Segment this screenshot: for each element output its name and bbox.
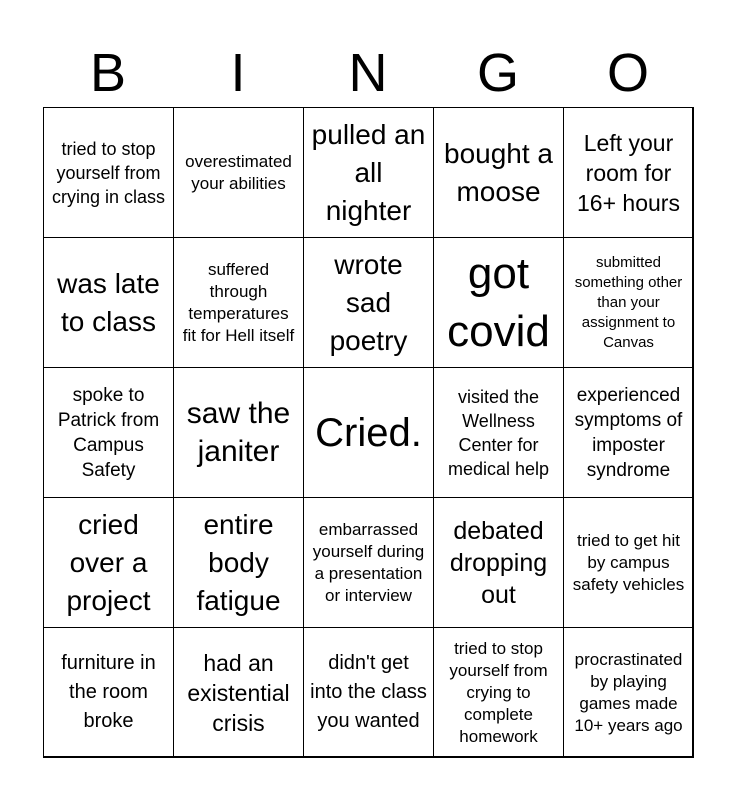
cell-text: suffered through temperatures fit for Hell itself [182, 259, 295, 345]
cell-text: procrastinated by playing games made 10+ years ago [574, 649, 683, 735]
bingo-cell-r5c3[interactable] [303, 627, 434, 758]
bingo-cell-r4c4[interactable] [433, 497, 564, 628]
bingo-cell-r4c5[interactable] [563, 497, 694, 628]
cell-text: bought a moose [444, 137, 553, 207]
bingo-cell-r5c2[interactable] [173, 627, 304, 758]
bingo-cell-r2c5[interactable] [563, 237, 694, 368]
cell-text: cried over a project [66, 508, 151, 616]
cell-text: entire body fatigue [196, 508, 281, 616]
bingo-cell-r1c5[interactable] [563, 107, 694, 238]
bingo-cell-r3c4[interactable] [433, 367, 564, 498]
cell-text: tried to stop yourself from crying to complete homework [449, 638, 548, 746]
bingo-cell-r5c4[interactable] [433, 627, 564, 758]
cell-text: got covid [447, 248, 550, 356]
bingo-cell-r1c3[interactable] [303, 107, 434, 238]
header-letter-i: I [230, 43, 246, 103]
bingo-cell-r3c5[interactable] [563, 367, 694, 498]
cell-text: tried to get hit by campus safety vehicles [572, 530, 685, 594]
bingo-cell-r2c1[interactable] [43, 237, 174, 368]
bingo-header [43, 40, 693, 106]
cell-text: Cried. [315, 410, 422, 455]
bingo-cell-r5c5[interactable] [563, 627, 694, 758]
bingo-cell-r2c2[interactable] [173, 237, 304, 368]
cell-text: tried to stop yourself from crying in class [51, 138, 166, 207]
cell-text: had an existential crisis [187, 649, 290, 736]
cell-text: saw the janiter [186, 396, 291, 468]
bingo-cell-r3c3[interactable] [303, 367, 434, 498]
cell-text: spoke to Patrick from Campus Safety [57, 384, 160, 481]
cell-text: furniture in the room broke [61, 652, 156, 732]
bingo-cell-r1c4[interactable] [433, 107, 564, 238]
header-letter-o: O [606, 43, 649, 103]
bingo-cell-r4c2[interactable] [173, 497, 304, 628]
cell-text: Left your room for 16+ hours [577, 129, 680, 216]
bingo-cell-r4c1[interactable] [43, 497, 174, 628]
bingo-cell-r3c1[interactable] [43, 367, 174, 498]
cell-text: wrote sad poetry [329, 248, 408, 356]
bingo-cell-r2c3[interactable] [303, 237, 434, 368]
bingo-cell-r5c1[interactable] [43, 627, 174, 758]
cell-text: was late to class [57, 267, 160, 337]
cell-text: debated dropping out [449, 516, 548, 609]
cell-text: experienced symptoms of imposter syndrome [574, 384, 683, 481]
cell-text: submitted something other than your assignment to Canvas [574, 253, 683, 351]
cell-text: embarrassed yourself during a presentation or interview [312, 519, 425, 605]
bingo-cell-r2c4[interactable] [433, 237, 564, 368]
cell-text: visited the Wellness Center for medical help [447, 386, 550, 479]
bingo-cell-r3c2[interactable] [173, 367, 304, 498]
header-letter-n: N [348, 43, 388, 103]
cell-text: overestimated your abilities [185, 151, 292, 193]
bingo-cell-r1c1[interactable] [43, 107, 174, 238]
header-letter-g: G [476, 43, 519, 103]
header-letter-b: B [89, 43, 127, 103]
bingo-grid [43, 107, 693, 757]
cell-text: pulled an all nighter [311, 118, 426, 226]
cell-text: didn't get into the class you wanted [310, 652, 427, 732]
bingo-cell-r1c2[interactable] [173, 107, 304, 238]
bingo-cell-r4c3[interactable] [303, 497, 434, 628]
